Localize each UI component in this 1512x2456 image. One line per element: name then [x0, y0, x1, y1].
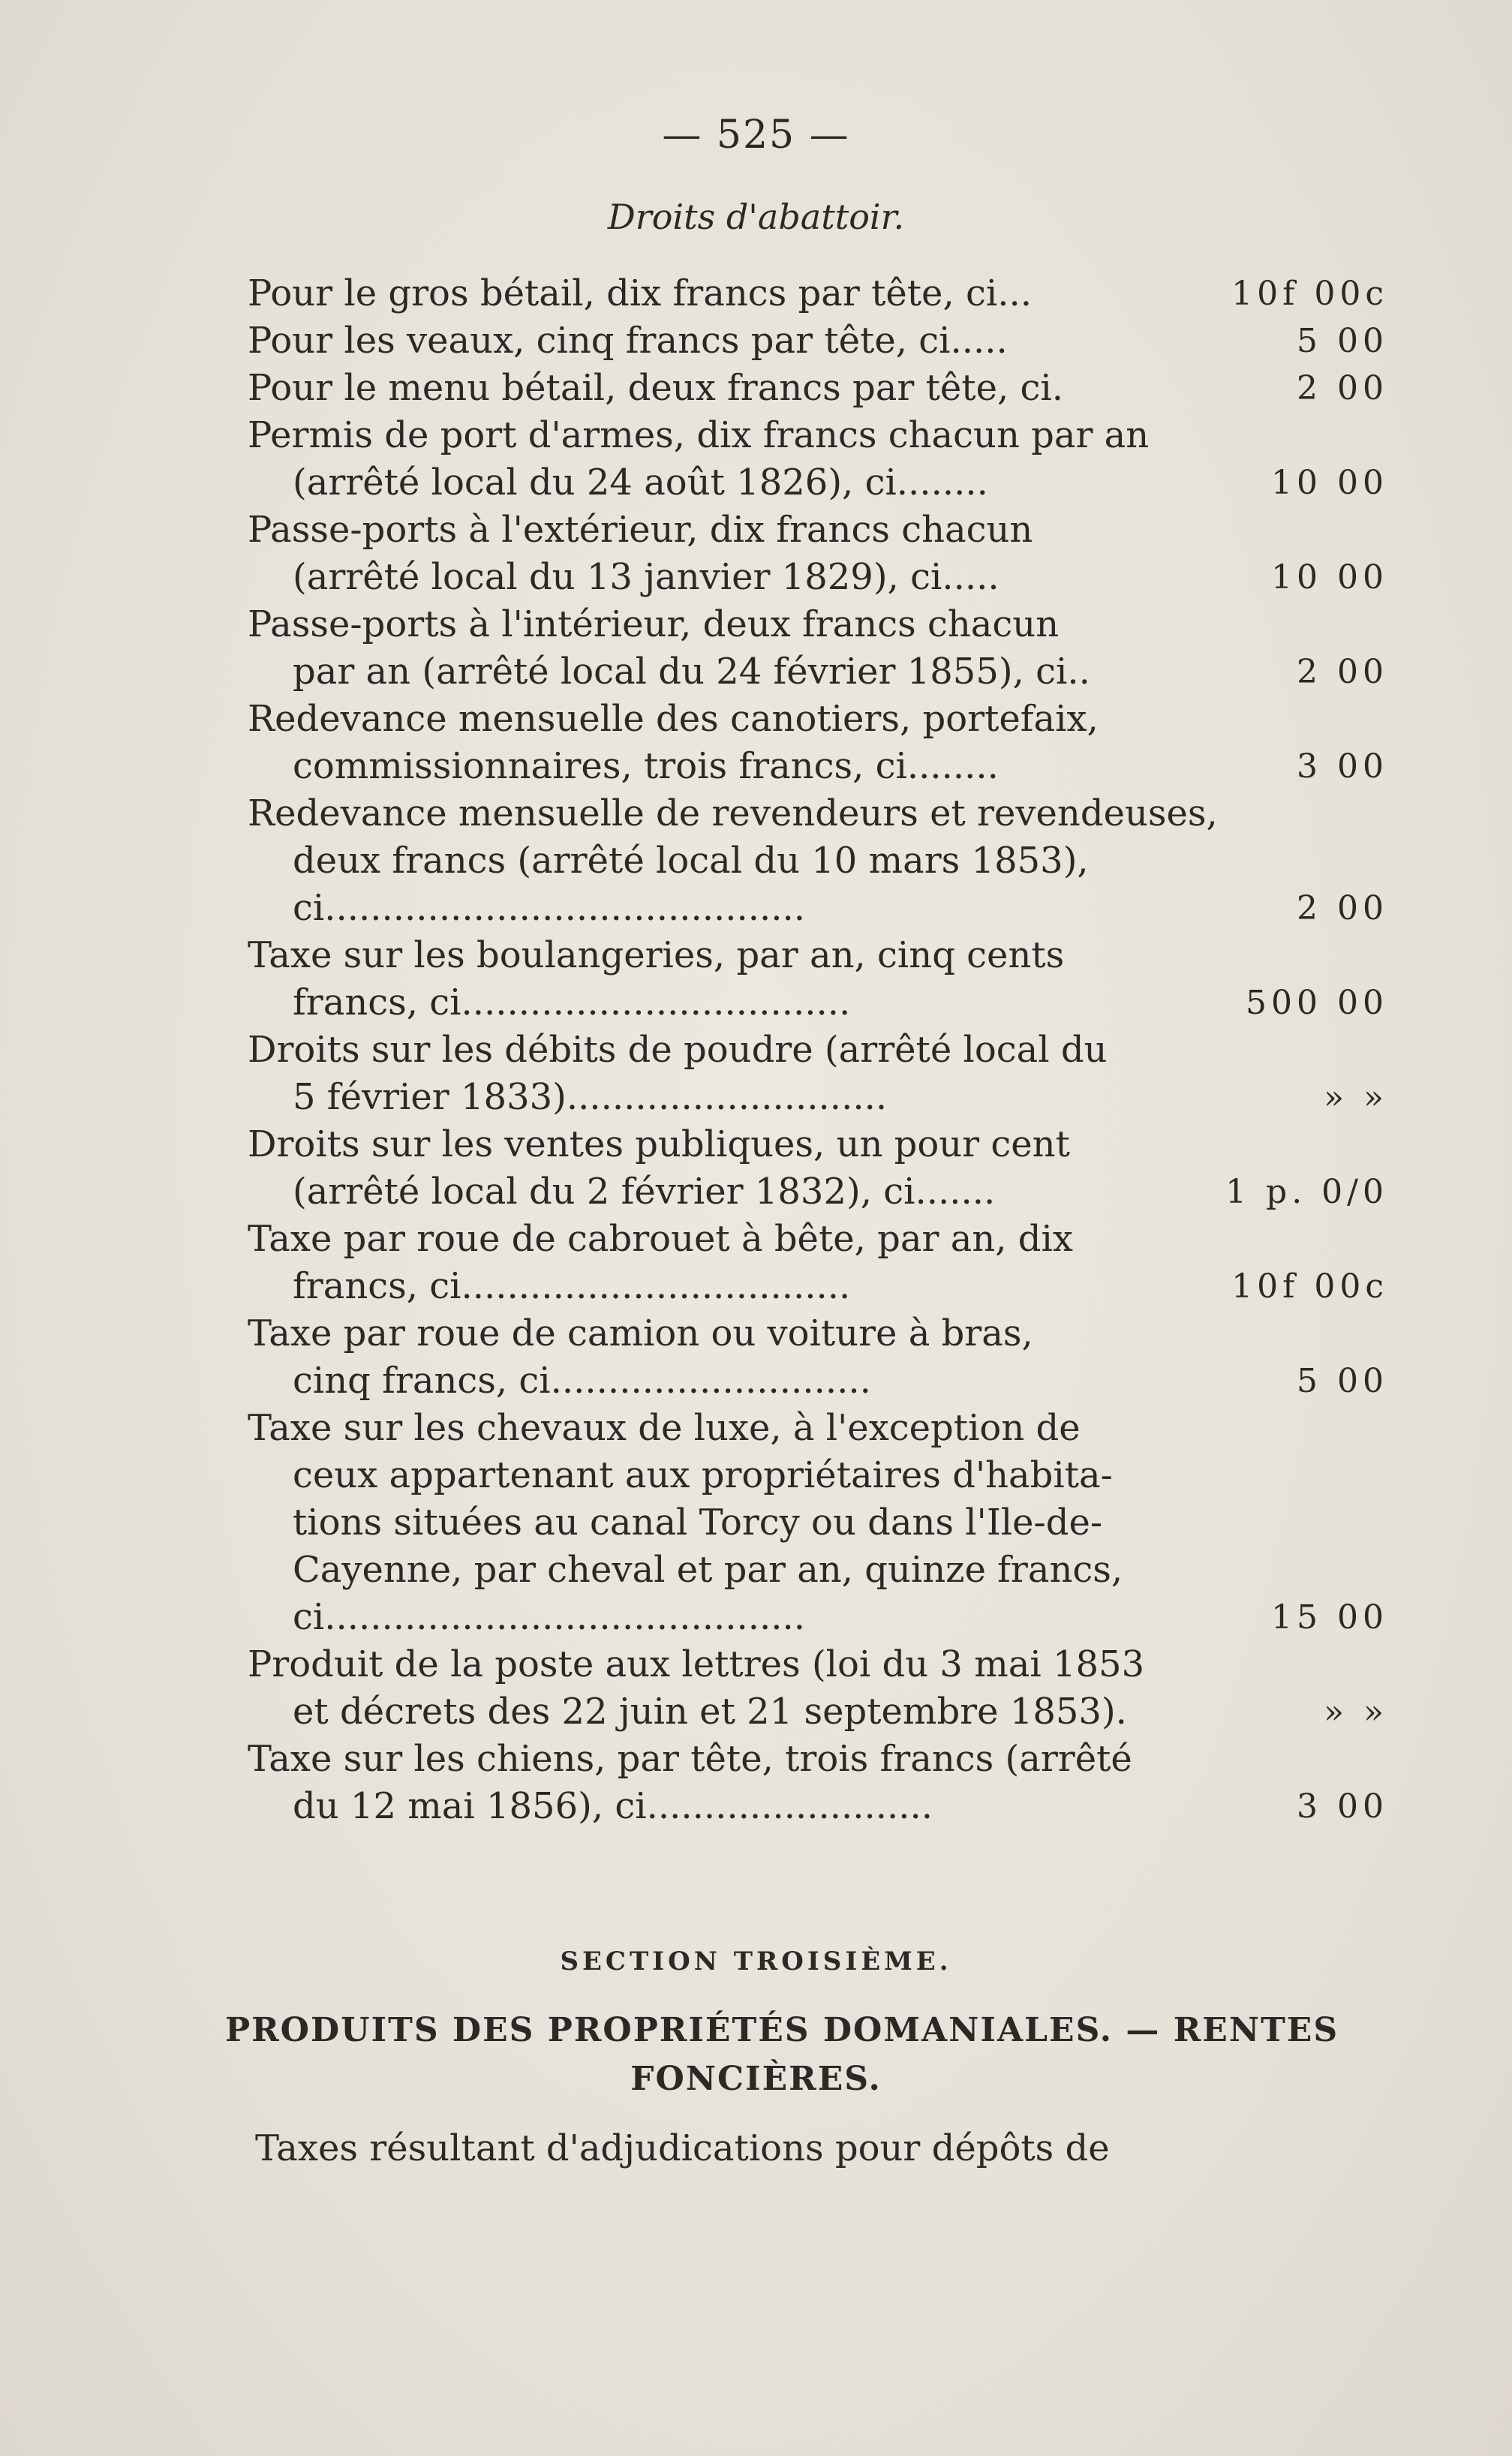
entry-line: Pour les veaux, cinq francs par tête, ci..... 5 00: [248, 320, 1388, 362]
entry-line: ceux appartenant aux propriétaires d'habita-: [293, 1454, 1113, 1496]
entry-line: Produit de la poste aux lettres (loi du 3 mai 1853: [248, 1643, 1145, 1685]
entry-line: Taxe sur les chevaux de luxe, à l'exception de: [248, 1407, 1081, 1449]
entry-line: Redevance mensuelle des canotiers, portefaix,: [248, 698, 1099, 740]
entry-line: Droits sur les débits de poudre (arrêté local du: [248, 1029, 1108, 1071]
entry-line: deux francs (arrêté local du 10 mars 1853),: [293, 840, 1089, 882]
entry-line: Taxe par roue de cabrouet à bête, par an, dix: [248, 1218, 1073, 1260]
body-text-last-line: Taxes résultant d'adjudications pour dépôts de: [255, 2127, 1110, 2169]
entry-line: (arrêté local du 24 août 1826), ci........ 10 00: [293, 461, 1388, 504]
entry-line: Pour le gros bétail, dix francs par tête, ci... 10f 00c: [248, 272, 1388, 314]
entry-line: (arrêté local du 13 janvier 1829), ci..... 10 00: [293, 556, 1388, 598]
entry-line: francs, ci.................................. 500 00: [293, 981, 1388, 1024]
entries-list: [248, 270, 1388, 1830]
entry-line: par an (arrêté local du 24 février 1855), ci.. 2 00: [293, 651, 1388, 693]
entry-line: Taxe par roue de camion ou voiture à bras,: [248, 1312, 1033, 1354]
entry-line: Cayenne, par cheval et par an, quinze francs,: [293, 1549, 1123, 1591]
entry-line: Passe-ports à l'extérieur, dix francs chacun: [248, 509, 1033, 551]
entry-line: Taxe sur les boulangeries, par an, cinq cents: [248, 934, 1065, 976]
entry-line: tions situées au canal Torcy ou dans l'Ile-de-: [293, 1502, 1103, 1544]
entry-line: cinq francs, ci............................ 5 00: [293, 1360, 1388, 1402]
section-title-line2: FONCIÈRES.: [630, 2060, 882, 2098]
entry-line: Permis de port d'armes, dix francs chacun par an: [248, 414, 1150, 456]
heading-droits-abattoir: Droits d'abattoir.: [607, 197, 905, 237]
entry-line: et décrets des 22 juin et 21 septembre 1853). » »: [293, 1691, 1388, 1733]
entry-line: Passe-ports à l'intérieur, deux francs chacun: [248, 603, 1060, 645]
entry-line: Redevance mensuelle de revendeurs et revendeuses,: [248, 792, 1218, 834]
entry-line: Droits sur les ventes publiques, un pour cent: [248, 1123, 1070, 1165]
entry-line: francs, ci.................................. 10f 00c: [293, 1265, 1388, 1307]
section-title-line1: PRODUITS DES PROPRIÉTÉS DOMANIALES. — RENTES: [225, 2011, 1339, 2049]
entry-line: 5 février 1833)............................ » »: [293, 1076, 1388, 1118]
section-label: SECTION TROISIÈME.: [560, 1946, 952, 1977]
entry-line: commissionnaires, trois francs, ci........ 3 00: [293, 745, 1388, 787]
entry-line: ci.......................................... 2 00: [293, 887, 1388, 929]
entry-line: Taxe sur les chiens, par tête, trois francs (arrêté: [248, 1738, 1132, 1780]
entry-line: Pour le menu bétail, deux francs par tête, ci. 2 00: [248, 367, 1388, 409]
page-number: — 525 —: [662, 113, 850, 158]
entry-line: du 12 mai 1856), ci......................... 3 00: [293, 1785, 1388, 1827]
entry-line: ci.......................................... 15 00: [293, 1596, 1388, 1638]
entry-line: (arrêté local du 2 février 1832), ci....... 1 p. 0/0: [293, 1171, 1388, 1213]
